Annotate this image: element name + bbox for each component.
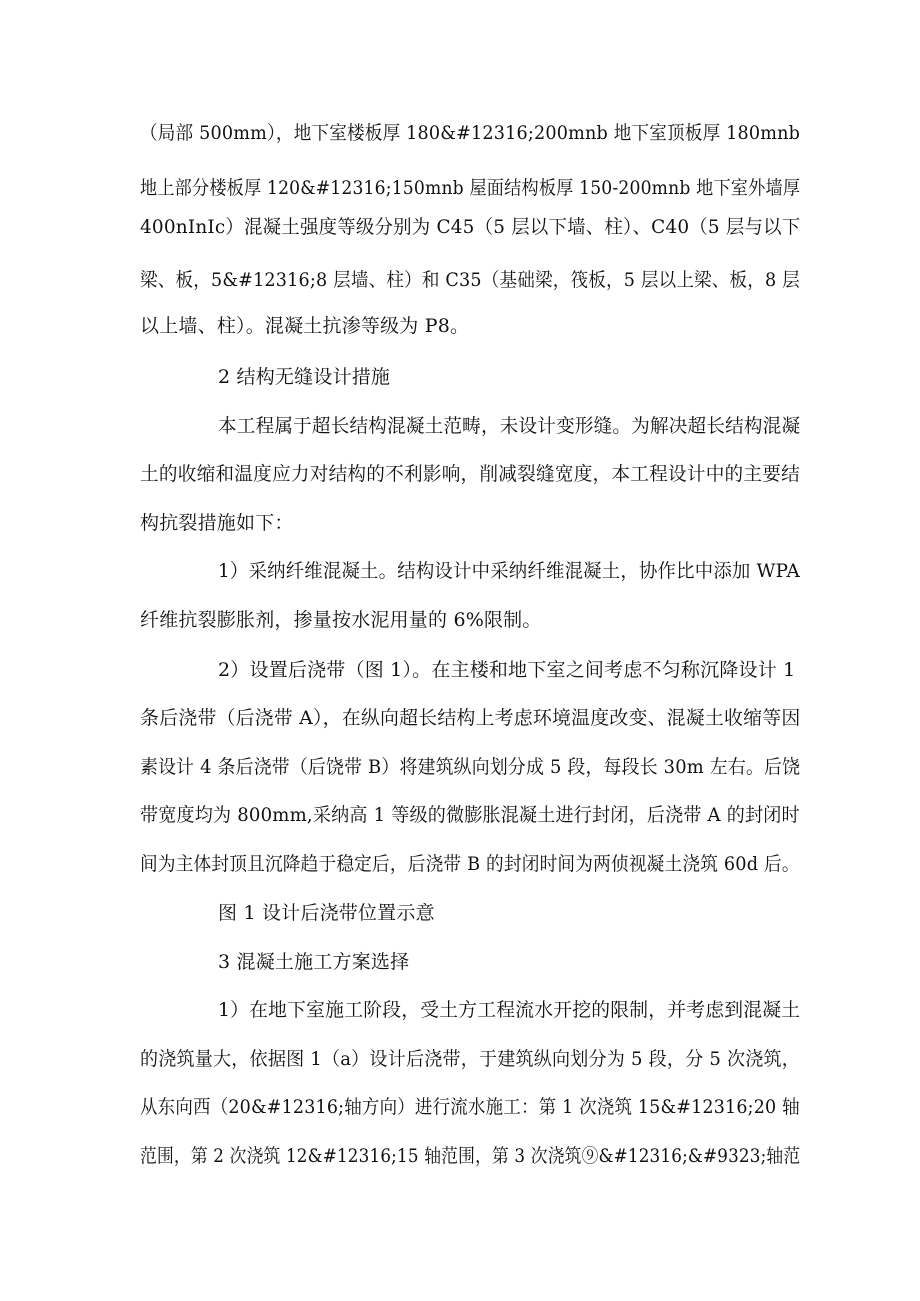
text-line: 地上部分楼板厚 120&#12316;150mnb 屋面结构板厚 150-200mnb 地下室外墙厚	[140, 177, 801, 199]
text-line: 带宽度均为 800mm,采纳高 1 等级的微膨胀混凝土进行封闭，后浇带 A 的封闭时	[140, 804, 800, 826]
text-line: 1）采纳纤维混凝土。结构设计中采纳纤维混凝土，协作比中添加 WPA	[218, 560, 801, 582]
section-heading: 3 混凝土施工方案选择	[218, 951, 410, 973]
text-line: 从东向西（20&#12316;轴方向）进行流水施工：第 1 次浇筑 15&#12316;20 轴	[140, 1096, 800, 1118]
text-line: 土的收缩和温度应力对结构的不利影响，削减裂缝宽度，本工程设计中的主要结	[140, 463, 800, 485]
text-line: 构抗裂措施如下：	[140, 512, 294, 534]
text-line: 梁、板，5&#12316;8 层墙、柱）和 C35（基础梁，筏板，5 层以上梁、板，8 层	[140, 269, 800, 291]
text-line: 素设计 4 条后浇带（后饶带 B）将建筑纵向划分成 5 段，每段长 30m 左右。后饶	[140, 756, 801, 778]
text-line: 范围，第 2 次浇筑 12&#12316;15 轴范围，第 3 次浇筑⑨&#12316;&#9323;轴范	[140, 1145, 801, 1167]
text-line: 条后浇带（后浇带 A），在纵向超长结构上考虑环境温度改变、混凝土收缩等因	[140, 707, 801, 729]
text-line: 以上墙、柱）。混凝土抗渗等级为 P8。	[140, 315, 470, 337]
text-line: 400nInIc）混凝土强度等级分别为 C45（5 层以下墙、柱）、C40（5 层与以下	[140, 216, 801, 238]
text-line: 间为主体封顶且沉降趋于稳定后，后浇带 B 的封闭时间为两侦视凝土浇筑 60d 后。	[140, 853, 800, 875]
figure-caption: 图 1 设计后浇带位置示意	[218, 902, 435, 924]
text-line: 2）设置后浇带（图 1）。在主楼和地下室之间考虑不匀称沉降设计 1	[218, 659, 796, 681]
text-line: 1）在地下室施工阶段，受土方工程流水开挖的限制，并考虑到混凝土	[218, 999, 801, 1021]
text-line: 纤维抗裂膨胀剂，掺量按水泥用量的 6%限制。	[140, 609, 542, 631]
text-line: 本工程属于超长结构混凝土范畴，未设计变形缝。为解决超长结构混凝	[218, 415, 801, 437]
text-line: 的浇筑量大，依据图 1（a）设计后浇带，于建筑纵向划分为 5 段，分 5 次浇筑，	[140, 1048, 800, 1070]
section-heading: 2 结构无缝设计措施	[218, 366, 391, 388]
text-line: （局部 500mm），地下室楼板厚 180&#12316;200mnb 地下室顶板厚 180mnb	[140, 122, 801, 144]
